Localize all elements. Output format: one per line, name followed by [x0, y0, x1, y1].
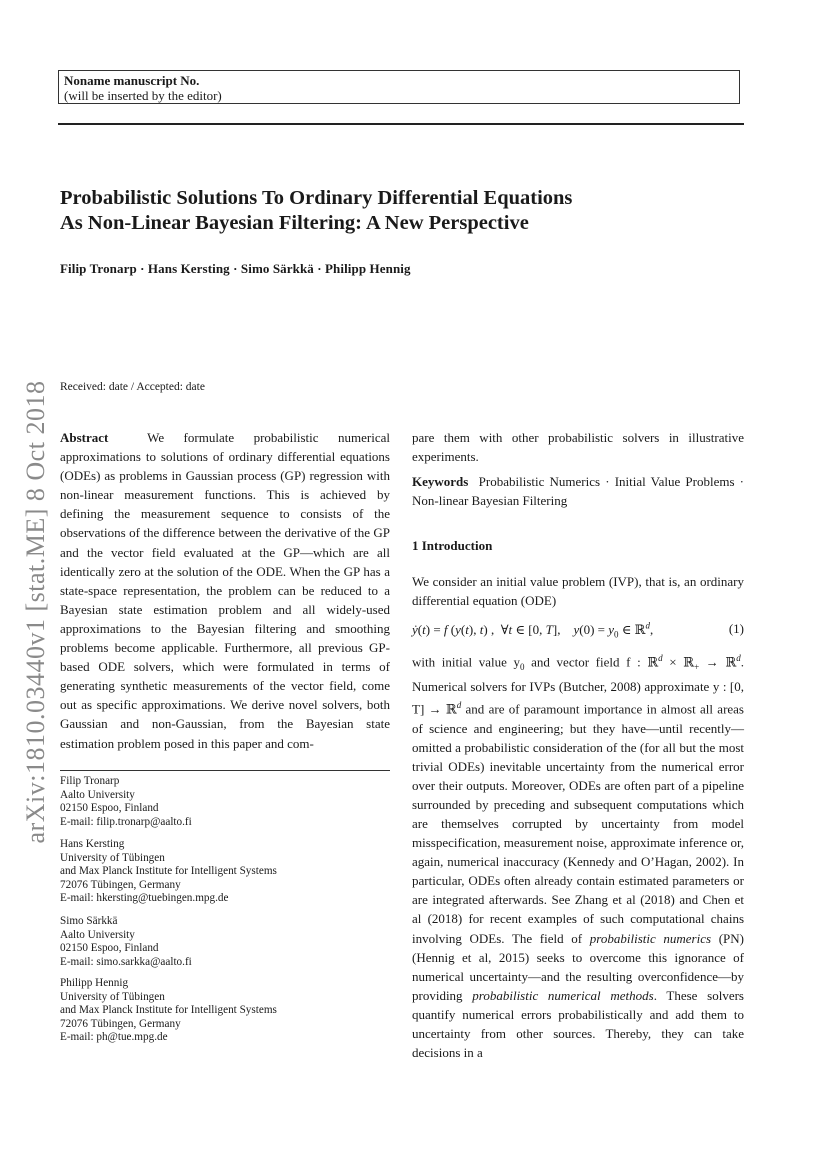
manuscript-note: (will be inserted by the editor): [64, 88, 222, 103]
intro-emphasis: probabilistic numerics: [589, 930, 712, 946]
affiliation-line: 02150 Espoo, Finland: [60, 942, 159, 955]
affiliation-email: E-mail: filip.tronarp@aalto.fi: [60, 815, 192, 828]
intro-emphasis: probabilistic numerical methods: [472, 987, 654, 1003]
abstract-text: We formulate probabilistic numerical approximations to solutions of ordinary differential equations (ODEs) as problems in Gaussian process (GP) regression with non-linear measurement functions. This is achieved by defining the measurement sequence to consists of the observations of the difference between the derivative of the GP and the vector field evaluated at the GP—which are all identically zero at the solution of the ODE. When the GP has a state-space representation, the problem can be reduced to a Bayesian state estimation problem and all widely-used approximations to the Bayesian filtering and smoothing problems become applicable. Furthermore, all previous GP-based ODE solvers, which were formulated in terms of generating synthetic measurements of the vector field, come out as specific approximations. We derive novel solvers, both Gaussian and non-Gaussian, from the Bayesian state estimation problem posed in this paper and com-: [60, 430, 390, 751]
affiliation-block-3: [60, 915, 390, 969]
arxiv-stamp-area: [0, 0, 60, 1169]
intro-text: → ℝ: [699, 654, 737, 670]
intro-text: (PN) (Hennig et al, 2015) seeks to overcome this ignorance of numerical uncertainty—and the resulting overconfidence—by providing: [412, 930, 744, 1003]
affiliation-rule: [60, 770, 390, 771]
abstract-heading: Abstract: [60, 430, 109, 445]
section-heading: 1 Introduction: [412, 538, 493, 553]
affiliation-name: Philipp Hennig: [60, 977, 129, 989]
equation-body: ẏ(t) = f (y(t), t) , ∀t ∈ [0, T], $y(0) = y_0$ ∈ ℝ$^d$,: [412, 621, 654, 640]
affiliation-line: 72076 Tübingen, Germany: [60, 878, 181, 891]
affiliation-block-1: [60, 775, 390, 829]
manuscript-box: [58, 70, 740, 104]
keywords-heading: Keywords: [412, 474, 469, 489]
affiliation-line: and Max Planck Institute for Intelligent Systems: [60, 865, 277, 878]
affiliation-line: 72076 Tübingen, Germany: [60, 1017, 181, 1030]
affiliation-name: Filip Tronarp: [60, 775, 120, 787]
affiliation-block-2: [60, 838, 390, 906]
abstract: [60, 428, 390, 753]
equation-number: (1): [728, 621, 744, 636]
intro-paragraph-2: with initial value $y_0$ and vector field f : ℝ$^d$ × ℝ$_+$ → ℝ$^d$. Numerical solvers for IVPs (Butcher, 2008) approximate y : [0, T] → ℝ$^d$ and are of paramount importance in almost all areas of science and engineering; but they have—until recently—omitted a probabilistic consideration of the (for all but the most trivial ODEs) inevitable uncertainty from the numerical error over their outputs. Moreover, ODEs are often part of a pipeline surrounded by preceding and subsequent computations which are themselves corrupted by uncertainty from model misspecification, measurement noise, approximate inference or, again, numerical inaccuracy (Kennedy and O’Hagan, 2002). In particular, ODEs often already contain estimated parameters or are integrated afterwards. See Zhang et al (2018) and Chen et al (2018) for recent examples of such computational chains involving ODEs. The field of probabilistic numerics (PN) (Hennig et al, 2015) seeks to overcome this ignorance of numerical uncertainty—and the resulting overconfidence—by providing probabilistic numerical methods. These solvers quantify numerical errors probabilistically and add them to uncertainty from other sources. Thereby, they can take decisions in a: [412, 653, 745, 1061]
received-line: Received: date / Accepted: date: [60, 381, 205, 393]
arxiv-stamp: arXiv:1810.03440v1 [stat.ME] 8 Oct 2018: [21, 380, 50, 844]
abstract-continuation: pare them with other probabilistic solvers in illustrative experiments.: [412, 430, 744, 465]
title-line-2: As Non-Linear Bayesian Filtering: A New Perspective: [60, 212, 529, 234]
equation-1: [412, 621, 744, 640]
affiliation-line: and Max Planck Institute for Intelligent Systems: [60, 1004, 277, 1017]
intro-text: × ℝ: [662, 654, 695, 670]
affiliation-email: E-mail: hkersting@tuebingen.mpg.de: [60, 892, 229, 905]
intro-text: . These solvers quantify numerical errors probabilistically and add them to uncertainty from other sources. Thereby, they can take decisions in a: [412, 987, 744, 1061]
affiliation-line: University of Tübingen: [60, 851, 165, 864]
affiliation-block-4: [60, 977, 390, 1045]
intro-text: . Numerical solvers for IVPs (Butcher, 2008) approximate y : [0, T] → ℝ: [412, 654, 745, 717]
paper-title: [60, 186, 750, 236]
affiliation-line: University of Tübingen: [60, 990, 165, 1003]
keywords-text: Probabilistic Numerics · Initial Value Problems · Non-linear Bayesian Filtering: [412, 474, 744, 509]
manuscript-label: Noname manuscript No.: [64, 73, 200, 88]
affiliation-line: Aalto University: [60, 788, 135, 801]
affiliation-email: E-mail: simo.sarkka@aalto.fi: [60, 955, 192, 968]
affiliation-line: Aalto University: [60, 928, 135, 941]
author-list: Filip Tronarp · Hans Kersting · Simo Särkkä · Philipp Hennig: [60, 261, 411, 276]
intro-text: and are of paramount importance in almost all areas of science and engineering; but they have—until recently—omitted a probabilistic consideration of the (for all but the most trivial ODEs) inevitable uncertainty from the numerical error over their outputs. Moreover, ODEs are often part of a pipeline surrounded by preceding and subsequent computations which are themselves corrupted by uncertainty from model misspecification, measurement noise, approximate inference or, again, numerical inaccuracy (Kennedy and O’Hagan, 2002). In particular, ODEs often already contain estimated parameters or are integrated afterwards. See Zhang et al (2018) and Chen et al (2018) for recent examples of such computational chains involving ODEs. The field of: [412, 701, 744, 946]
header-rule: [58, 123, 744, 125]
affiliation-email: E-mail: ph@tue.mpg.de: [60, 1031, 168, 1044]
affiliation-name: Simo Särkkä: [60, 915, 118, 927]
intro-text: with initial value y: [412, 654, 521, 670]
intro-text: and vector field f : ℝ: [524, 654, 659, 670]
affiliation-name: Hans Kersting: [60, 838, 125, 850]
keywords: [412, 472, 744, 510]
intro-paragraph-1: We consider an initial value problem (IVP), that is, an ordinary differential equation (ODE): [412, 574, 744, 609]
title-line-1: Probabilistic Solutions To Ordinary Differential Equations: [60, 187, 573, 209]
affiliation-line: 02150 Espoo, Finland: [60, 802, 159, 815]
